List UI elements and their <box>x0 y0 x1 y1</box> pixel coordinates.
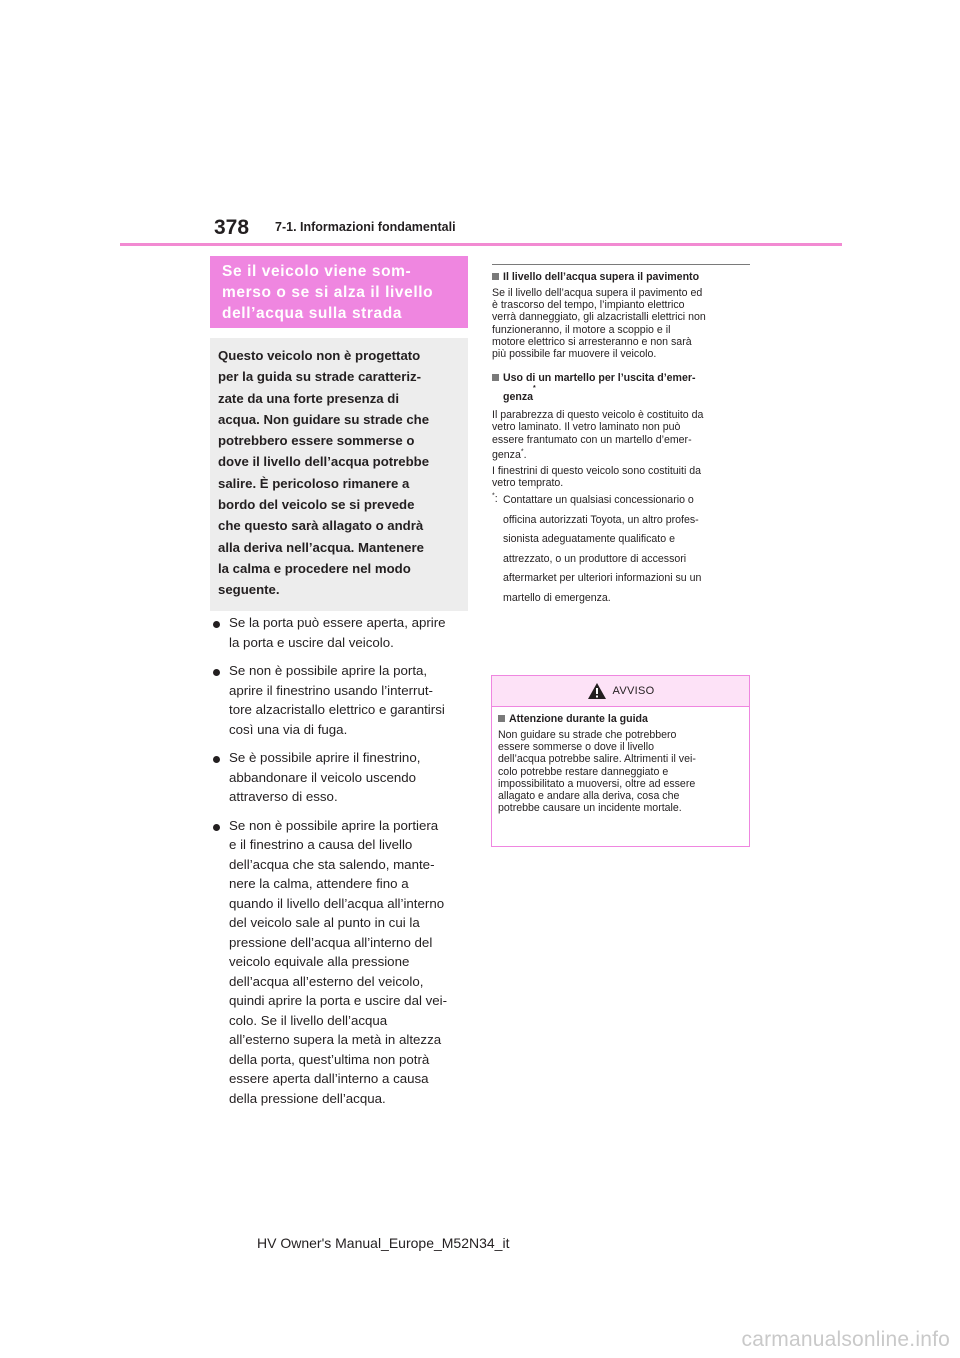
footer-text: HV Owner's Manual_Europe_M52N34_it <box>257 1235 510 1251</box>
section-divider <box>492 264 750 265</box>
bullet-line: del veicolo sale al punto in cui la <box>229 915 420 930</box>
bullet-line: della porta, quest’ultima non potrà <box>229 1051 430 1067</box>
bullet-line: tore alzacristallo elettrico e garantirsi <box>229 702 445 717</box>
footnote-line: attrezzato, o un produttore di accessori <box>503 552 687 565</box>
warning-line: colo potrebbe restare danneggiato e <box>498 765 669 778</box>
paragraph-line: Se il livello dell’acqua supera il pavimento ed <box>492 287 703 299</box>
intro-line: salire. È pericoloso rimanere a <box>218 475 410 491</box>
bullet-line: attraverso di esso. <box>229 789 338 804</box>
warning-box <box>491 675 750 847</box>
subsection-heading-text: Il livello dell’acqua supera il pavimento <box>503 271 700 283</box>
warning-line: allagato e andare alla deriva, cosa che <box>498 790 680 803</box>
square-bullet-icon <box>498 715 505 722</box>
paragraph-line: Il parabrezza di questo veicolo è costituito da <box>492 409 704 422</box>
square-bullet-icon <box>492 273 499 280</box>
paragraph-line: vetro temprato. <box>492 477 564 490</box>
intro-line: zate da una forte presenza di <box>218 390 400 406</box>
paragraph-line: è trascorso del tempo, l’impianto elettrico <box>492 299 685 312</box>
paragraph-line: vetro laminato. Il vetro laminato non può <box>492 421 681 434</box>
subsection-heading <box>492 370 750 386</box>
intro-line: per la guida su strade caratteriz- <box>218 369 422 385</box>
footnote-line: sionista adeguatamente qualificato e <box>503 533 675 546</box>
warning-triangle-icon <box>587 682 607 700</box>
bullet-line: quindi aprire la porta e uscire dal vei- <box>229 993 448 1008</box>
paragraph-line: motore elettrico si arresteranno e non sarà <box>492 335 692 348</box>
warning-title: AVVISO <box>612 685 655 697</box>
bullet-line: abbandonare il veicolo uscendo <box>229 769 417 785</box>
footnote-line: aftermarket per ulteriori informazioni su un <box>503 572 702 585</box>
bullet-line: aprire il finestrino usando l’interrut- <box>229 682 433 698</box>
bullet-line: all’esterno supera la metà in altezza <box>229 1032 442 1047</box>
bullet-line: Se è possibile aprire il finestrino, <box>229 750 421 765</box>
bullet-line: e il finestrino a causa del livello <box>229 837 413 852</box>
header-rule <box>120 243 842 246</box>
bullet-icon <box>213 669 220 676</box>
page-number: 378 <box>214 216 250 239</box>
bullet-line: quando il livello dell’acqua all’interno <box>229 895 445 911</box>
warning-body <box>492 707 749 814</box>
warning-heading-text: Attenzione durante la guida <box>509 713 648 725</box>
bullet-line: della pressione dell’acqua. <box>229 1090 386 1106</box>
intro-line: bordo del veicolo se si prevede <box>218 497 415 513</box>
bullet-list <box>210 613 472 1117</box>
bullet-icon <box>213 756 220 763</box>
subsection-heading-text: Uso di un martello per l’uscita d’emer- <box>503 372 696 385</box>
footnote-colon: : <box>494 493 498 506</box>
warning-heading <box>498 711 744 727</box>
topic-title-box <box>210 256 468 328</box>
warning-line: Non guidare su strade che potrebbero <box>498 729 677 741</box>
footnote-line: officina autorizzati Toyota, un altro profes- <box>503 513 699 526</box>
bullet-line: così una via di fuga. <box>229 721 348 737</box>
intro-line: Questo veicolo non è progettato <box>218 348 421 363</box>
topic-title-line: Se il veicolo viene som- <box>222 263 412 280</box>
paragraph-line: essere frantumato con un martello d’emer- <box>492 433 692 446</box>
intro-box <box>210 338 468 611</box>
warning-line: potrebbe causare un incidente mortale. <box>498 802 682 815</box>
list-item <box>210 748 472 807</box>
bullet-icon <box>213 824 220 831</box>
list-item <box>210 816 472 1109</box>
intro-line: la calma e procedere nel modo <box>218 560 411 576</box>
intro-line: che questo sarà allagato o andrà <box>218 518 424 534</box>
footnote-marker: * <box>492 492 495 500</box>
footnote-line: Contattare un qualsiasi concessionario o <box>503 494 694 507</box>
watermark: carmanualsonline.info <box>741 1328 950 1351</box>
bullet-line: la porta e uscire dal veicolo. <box>229 634 394 650</box>
warning-line: dell’acqua potrebbe salire. Altrimenti il vei- <box>498 753 696 766</box>
bullet-line: essere aperta dall’interno a causa <box>229 1071 429 1086</box>
list-item <box>210 661 472 739</box>
bullet-line: dell’acqua che sta salendo, mante- <box>229 856 435 872</box>
bullet-icon <box>213 621 220 628</box>
intro-line: dove il livello dell’acqua potrebbe <box>218 454 430 470</box>
footnote-line: martello di emergenza. <box>503 591 611 604</box>
subsection-heading-continued: genza * <box>503 385 536 404</box>
footnote-label <box>492 491 498 507</box>
paragraph-line: I finestrini di questo veicolo sono costituiti da <box>492 464 702 477</box>
paragraph-line: verrà danneggiato, gli alzacristalli elettrici non <box>492 311 706 324</box>
bullet-line: nere la calma, attendere fino a <box>229 876 409 891</box>
warning-line: impossibilitato a muoversi, oltre ad essere <box>498 777 696 790</box>
paragraph-text: genza <box>492 448 521 461</box>
warning-line: essere sommerse o dove il livello <box>498 741 655 754</box>
intro-line: potrebbero essere sommerse o <box>218 433 415 449</box>
paragraph-line: più possibile far muovere il veicolo. <box>492 348 657 361</box>
right-column <box>492 264 750 608</box>
bullet-line: Se la porta può essere aperta, aprire <box>229 615 446 630</box>
subsection-heading-text: genza <box>503 391 534 404</box>
topic-title-line: dell’acqua sulla strada <box>222 305 403 322</box>
paragraph-text: . <box>523 448 527 461</box>
paragraph-line: funzioneranno, il motore a scoppio e il <box>492 323 671 336</box>
intro-line: alla deriva nell’acqua. Mantenere <box>218 539 424 555</box>
intro-line: seguente. <box>218 582 280 598</box>
topic-title-line: merso o se si alza il livello <box>222 284 434 301</box>
bullet-line: Se non è possibile aprire la portiera <box>229 817 439 833</box>
intro-line: acqua. Non guidare su strade che <box>218 411 430 427</box>
footnote-marker: * <box>520 448 524 456</box>
bullet-line: colo. Se il livello dell’acqua <box>229 1012 388 1028</box>
subsection-heading <box>492 269 750 285</box>
list-item <box>210 613 472 652</box>
bullet-line: Se non è possibile aprire la porta, <box>229 663 428 678</box>
warning-header <box>492 676 749 707</box>
square-bullet-icon <box>492 374 499 381</box>
section-title: 7-1. Informazioni fondamentali <box>275 220 456 234</box>
bullet-line: dell’acqua all’esterno del veicolo, <box>229 973 424 989</box>
paragraph-line <box>492 446 750 465</box>
bullet-line: pressione dell’acqua all’interno del <box>229 934 433 950</box>
bullet-line: veicolo equivale alla pressione <box>229 954 410 969</box>
